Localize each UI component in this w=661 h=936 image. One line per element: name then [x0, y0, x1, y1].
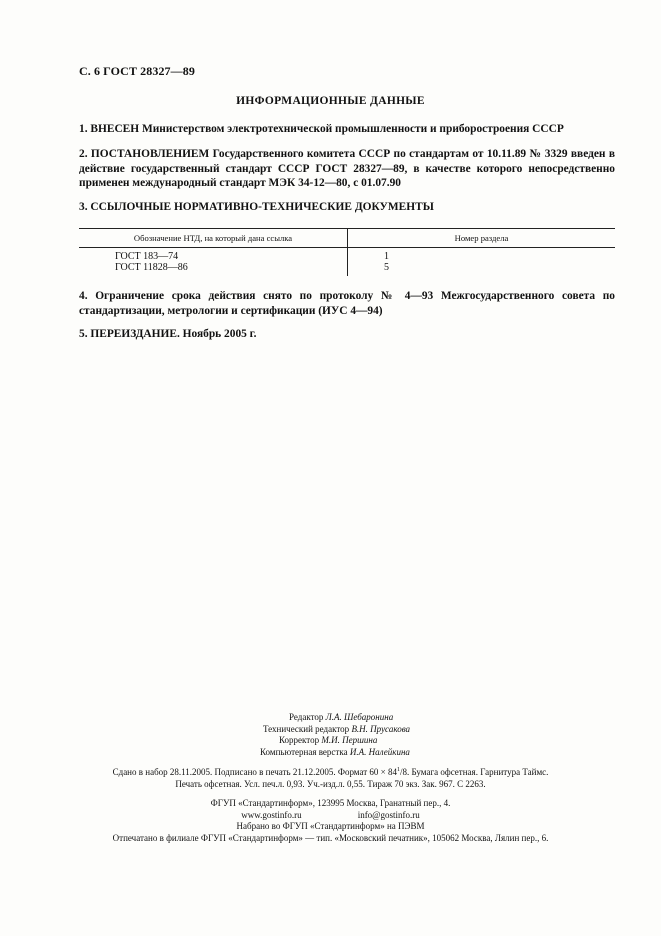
publisher-contacts — [0, 810, 661, 822]
table-body — [79, 248, 615, 276]
credits-block — [0, 712, 661, 758]
table-header-section: Номер раздела — [454, 233, 509, 243]
printing-note: Отпечатано в филиале ФГУП «Стандартинформ» — тип. «Московский печатник», 105062 Москва, Лялин пер., 6. — [112, 832, 549, 843]
table-col-docs — [79, 248, 348, 276]
typeset-note: Набрано во ФГУП «Стандартинформ» на ПЭВМ — [236, 821, 425, 832]
credit-layout — [0, 747, 661, 759]
item-5-reissue: 5. ПЕРЕИЗДАНИЕ. Ноябрь 2005 г. — [79, 328, 257, 340]
credit-name: И.А. Налейкина — [349, 746, 410, 757]
table-cell-doc: ГОСТ 183—74 — [115, 251, 179, 262]
publisher-footer — [0, 798, 661, 844]
credit-editor — [0, 712, 661, 724]
credit-tech-editor — [0, 724, 661, 736]
credit-role: Компьютерная верстка — [260, 746, 348, 757]
credit-name: Л.А. Шебаронина — [325, 712, 394, 722]
item-3-reference-docs: 3. ССЫЛОЧНЫЕ НОРМАТИВНО-ТЕХНИЧЕСКИЕ ДОКУМЕНТЫ — [79, 201, 434, 213]
reference-table — [79, 228, 615, 276]
table-cell-section: 1 — [384, 251, 389, 262]
table-header-row — [79, 228, 615, 248]
publication-line-2: Печать офсетная. Усл. печ.л. 0,93. Уч.-изд.л. 0,55. Тираж 70 экз. Зак. 967. С 2263. — [175, 778, 486, 789]
publication-line-1 — [0, 767, 661, 779]
item-2-resolution: 2. ПОСТАНОВЛЕНИЕМ Государственного комитета СССР по стандартам от 10.11.89 № 3329 введен в действие государственный стандарт СССР ГОСТ 28327—89, в качестве которого непосредственно применен международный стандарт МЭК 34-12—80, с 01.07.90 — [79, 148, 615, 189]
publisher-email: info@gostinfo.ru — [357, 809, 420, 820]
publication-denominator: 8 — [402, 767, 407, 777]
section-title: ИНФОРМАЦИОННЫЕ ДАННЫЕ — [236, 95, 425, 107]
publisher-website: www.gostinfo.ru — [241, 809, 302, 820]
table-col-sections — [348, 248, 615, 276]
credit-role: Технический редактор — [263, 723, 350, 734]
item-4-validity: 4. Ограничение срока действия снято по протоколу № 4—93 Межгосударственного совета по стандартизации, метрологии и сертификации (ИУС 4—94) — [79, 290, 615, 317]
table-header-doc: Обозначение НТД, на который дана ссылка — [79, 229, 348, 247]
item-1-submitted: 1. ВНЕСЕН Министерством электротехнической промышленности и приборостроения СССР — [79, 123, 564, 135]
credit-name: В.Н. Прусакова — [351, 723, 411, 734]
publication-info — [0, 767, 661, 790]
publisher-address: ФГУП «Стандартинформ», 123995 Москва, Гранатный пер., 4. — [210, 798, 451, 808]
credit-corrector — [0, 735, 661, 747]
credit-role: Корректор — [279, 735, 320, 745]
table-cell-section: 5 — [384, 262, 389, 273]
publication-text: Сдано в набор 28.11.2005. Подписано в печать 21.12.2005. Формат 60 × 84 — [112, 767, 397, 777]
page-header: С. 6 ГОСТ 28327—89 — [79, 64, 195, 78]
credit-name: М.И. Першина — [321, 735, 378, 745]
table-cell-doc: ГОСТ 11828—86 — [115, 262, 188, 273]
publication-sup: 1 — [396, 767, 400, 773]
publication-text: . Бумага офсетная. Гарнитура Таймс. — [406, 767, 549, 777]
credit-role: Редактор — [289, 712, 324, 722]
publication-slash: / — [399, 767, 403, 777]
